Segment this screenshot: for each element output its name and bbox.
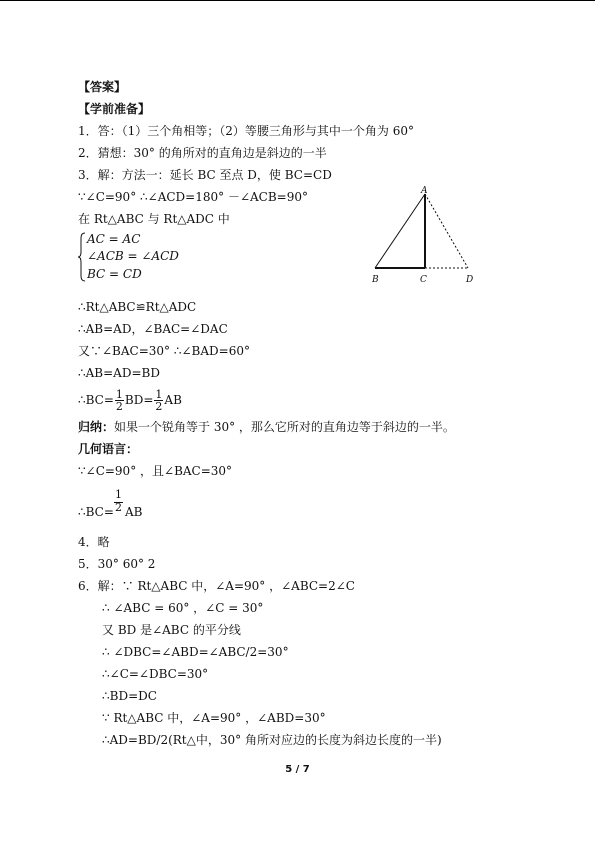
system-row-1: AC = AC [87,232,141,246]
system-row-2: ∠ACB = ∠ACD [87,249,179,263]
left-brace-icon [78,232,87,282]
label-d: D [466,275,474,285]
fraction-numerator: 1 [115,388,123,401]
fraction-one-half [115,389,124,412]
line-7: ∴AB=AD，∠BAC=∠DAC [78,322,228,336]
label-c: C [420,275,427,285]
line-11: 4．略 [78,535,110,549]
line-18: ∴BD=DC [102,689,157,703]
fraction-numerator: 1 [115,488,122,501]
line-17: ∴∠C=∠DBC=30° [102,667,209,681]
fraction-denominator: 2 [115,400,123,413]
label-b: B [372,275,379,285]
line-12: 5．30° 60° 2 [78,557,156,571]
line-9: ∴AB=AD=BD [78,366,160,380]
segment-ab [375,194,425,268]
equation-system [78,232,188,282]
line-2: 2．猜想：30° 的角所对的直角边是斜边的一半 [78,146,327,160]
line-4: ∵∠C=90° ∴∠ACD=180° －∠ACB=90° [78,190,308,204]
geometry-language-heading: 几何语言： [78,442,139,456]
line-8: 又∵∠BAC=30° ∴∠BAD=60° [78,344,250,358]
segment-ad [425,194,468,268]
geo-line-2-part-1: ∴BC= [78,505,114,519]
summary-label: 归纳： [78,420,115,434]
line-10 [78,388,182,412]
label-a: A [421,186,428,196]
fraction-numerator: 1 [155,388,163,401]
fraction-one-half [154,389,163,412]
geo-line-2-part-2: AB [125,505,143,519]
top-rule [0,0,595,1]
line-14: ∴ ∠ABC = 60° ，∠C = 30° [102,601,264,615]
line-3: 3．解：方法一：延长 BC 至点 D，使 BC=CD [78,168,332,182]
line-20: ∴AD=BD/2(Rt△中，30° 角所对应边的长度为斜边长度的一半) [102,733,442,747]
fraction-denominator: 2 [115,501,122,514]
summary-text: 如果一个锐角等于 30° ，那么它所对的直角边等于斜边的一半。 [114,420,455,434]
line-5: 在 Rt△ABC 与 Rt△ADC 中 [78,212,230,226]
summary-line [78,420,455,435]
system-row-3: BC = CD [87,267,142,281]
line-10-part-2: BD= [124,393,154,407]
page-number: 5 / 7 [285,764,310,775]
prep-heading: 【学前准备】 [78,102,151,116]
line-10-part-1: ∴BC= [78,393,114,407]
line-16: ∴ ∠DBC=∠ABD=∠ABC/2=30° [102,645,289,659]
line-13: 6．解：∵ Rt△ABC 中，∠A=90° ，∠ABC=2∠C [78,579,355,593]
line-10-part-3: AB [164,393,182,407]
line-1: 1．答：（1）三个角相等；（2）等腰三角形与其中一个角为 60° [78,124,414,138]
line-6: ∴Rt△ABC≌Rt△ADC [78,300,197,314]
geo-line-1: ∵∠C=90° ，且∠BAC=30° [78,464,233,478]
answer-heading: 【答案】 [78,80,127,94]
line-15: 又 BD 是∠ABC 的平分线 [102,623,241,637]
geo-line-2 [78,488,143,521]
triangle-figure [370,186,490,286]
line-19: ∵ Rt△ABC 中，∠A=90° ，∠ABD=30° [102,711,326,725]
fraction-denominator: 2 [155,400,163,413]
